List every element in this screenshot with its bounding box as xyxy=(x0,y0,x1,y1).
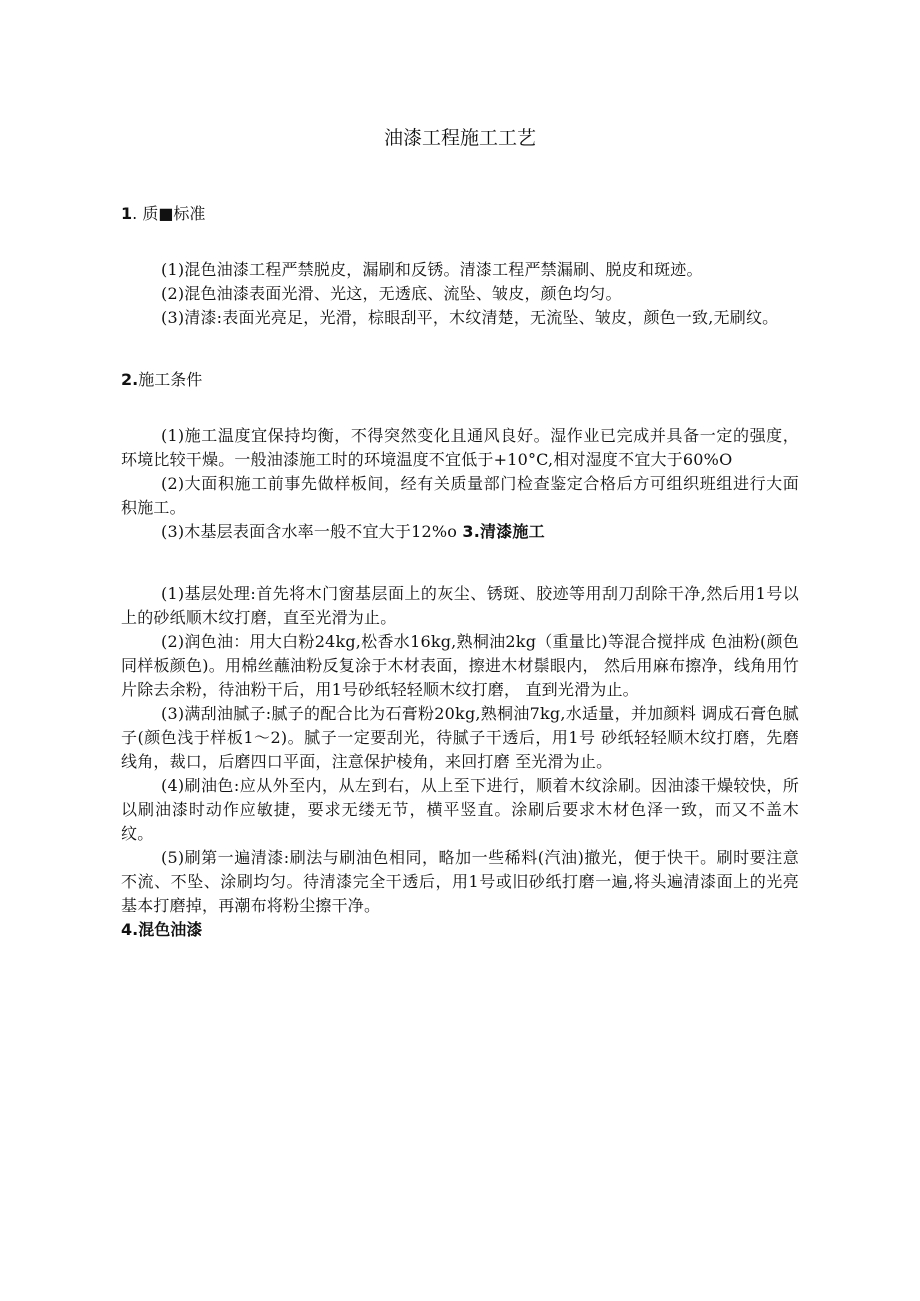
document-title: 油漆工程施工工艺 xyxy=(383,127,536,149)
paragraph: (2)混色油漆表面光滑、光这，无透底、流坠、皱皮，颜色均匀。 xyxy=(161,284,622,303)
paragraph-with-inline-heading xyxy=(121,520,799,544)
paragraph: (1)施工温度宜保持均衡，不得突然变化且通风良好。湿作业已完成并具备一定的强度，环境比较干燥。一般油漆施工时的环境温度不宜低于+10°C,相对湿度不宜大于60%O xyxy=(121,426,799,469)
section-heading-quality-standard xyxy=(121,202,799,226)
paragraph: (3)满刮油腻子:腻子的配合比为石膏粉20kg,熟桐油7kg,水适量，并加颜料 调成石膏色腻子(颜色浅于样板1〜2)。腻子一定要刮光，待腻子干透后，用1号 砂纸轻轻顺木纹打磨，先磨线角，裁口，后磨四口平面，注意保护棱角，来回打磨 至光滑为止。 xyxy=(121,704,799,771)
section-number: 2. xyxy=(121,370,139,389)
paragraph: (2)大面积施工前事先做样板间，经有关质量部门检查鉴定合格后方可组织班组进行大面积施工。 xyxy=(121,474,799,517)
paragraph: (4)刷油色:应从外至内，从左到右，从上至下进行，顺着木纹涂刷。因油漆干燥较快，所以刷油漆时动作应敏捷，要求无缕无节，横平竖直。涂刷后要求木材色泽一致，而又不盖木纹。 xyxy=(121,776,799,843)
section-number: 1 xyxy=(121,204,133,223)
paragraph-text: (3)木基层表面含水率一般不宜大于12%o xyxy=(161,522,458,541)
document-body xyxy=(121,202,799,942)
section-heading-text: 施工条件 xyxy=(138,370,203,389)
paragraph: (5)刷第一遍清漆:刷法与刷油色相同，略加一些稀料(汽油)撤光，便于快干。刷时要注意不流、不坠、涂刷均匀。待清漆完全干透后，用1号或旧砂纸打磨一遍,将头遍清漆面上的光亮基本打磨掉，再潮布将粉尘擦干净。 xyxy=(121,848,799,915)
paragraph: (3)清漆:表面光亮足，光滑，棕眼刮平，木纹清楚，无流坠、皱皮，颜色一致,无刷纹。 xyxy=(161,308,779,327)
section-heading-text: 4.混色油漆 xyxy=(121,920,203,939)
paragraph: (2)润色油：用大白粉24kg,松香水16kg,熟桐油2kg（重量比)等混合搅拌成 色油粉(颜色同样板颜色)。用棉丝蘸油粉反复涂于木材表面，擦进木材鬃眼内， 然后用麻布擦净，线角用竹片除去余粉，待油粉干后，用1号砂纸轻轻顺木纹打磨， 直到光滑为止。 xyxy=(121,632,799,699)
section-heading-mixed-color-paint xyxy=(121,918,799,942)
section-heading-varnish-construction: 3.清漆施工 xyxy=(462,522,545,541)
paragraph: (1)混色油漆工程严禁脱皮，漏刷和反锈。清漆工程严禁漏刷、脱皮和斑迹。 xyxy=(161,260,703,279)
paragraph: (1)基层处理:首先将木门窗基层面上的灰尘、锈斑、胶迹等用刮刀刮除干净,然后用1号以上的砂纸顺木纹打磨，直至光滑为止。 xyxy=(121,584,799,627)
section-heading-text: . 质■标准 xyxy=(132,204,206,223)
section-heading-construction-conditions xyxy=(121,368,799,392)
